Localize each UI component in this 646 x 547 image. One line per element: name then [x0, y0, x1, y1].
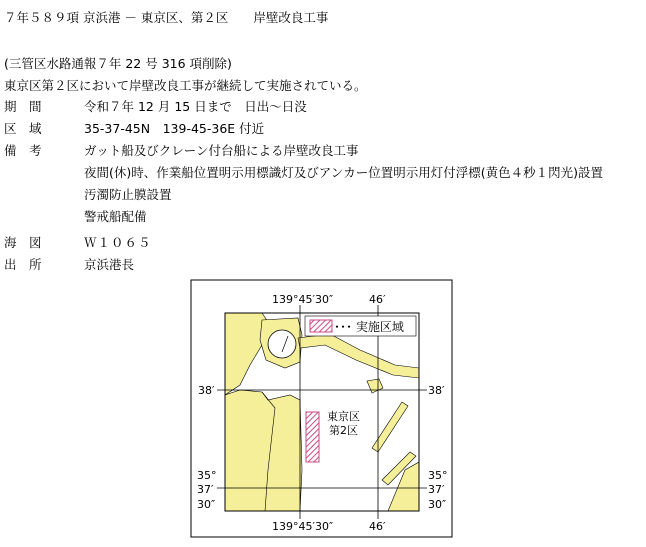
- bottom-lon-right: 46′: [369, 520, 386, 533]
- lat-lower-right-min: 37′: [428, 483, 445, 496]
- chart-value: Ｗ１０６５: [84, 235, 152, 250]
- bottom-lon-left: 139°45′30″: [272, 520, 334, 533]
- remarks-item: 警戒船配備: [84, 209, 147, 224]
- area-value: 35-37-45N 139-45-36E 付近: [84, 121, 265, 136]
- area-label-1: 東京区: [327, 410, 360, 423]
- area-label-2: 第2区: [329, 424, 358, 437]
- reference-text: (三管区水路通報７年 22 号 316 項削除): [4, 56, 232, 71]
- source-label: 出 所: [4, 257, 42, 272]
- period-label: 期 間: [4, 99, 42, 114]
- lat-left: 38′: [198, 384, 215, 397]
- lat-right: 38′: [428, 384, 445, 397]
- source-value: 京浜港長: [84, 257, 135, 272]
- legend-swatch: [310, 320, 332, 332]
- remarks-label: 備 考: [4, 143, 42, 158]
- area-label: 区 域: [4, 121, 42, 136]
- remarks-item: 汚濁防止膜設置: [84, 187, 172, 202]
- lat-lower-left-sec: 30″: [197, 498, 216, 511]
- remarks-item: 夜間(休)時、作業船位置明示用標識灯及びアンカー位置明示用灯付浮標(黄色４秒１閃光)設置: [84, 165, 604, 180]
- period-value: 令和７年 12 月 15 日まで 日出～日没: [84, 99, 307, 114]
- land-left-lower: [225, 390, 302, 511]
- lat-lower-right-sec: 30″: [428, 498, 447, 511]
- circular-structure: [268, 330, 296, 358]
- chart-label: 海 図: [4, 235, 42, 250]
- notice-title: ７年５８９項 京浜港 － 東京区、第２区 岸壁改良工事: [4, 10, 329, 25]
- intro-text: 東京区第２区において岸壁改良工事が継続して実施されている。: [4, 78, 367, 93]
- top-lon-right: 46′: [369, 293, 386, 306]
- lat-lower-right-deg: 35°: [428, 469, 448, 482]
- lat-lower-left-deg: 35°: [197, 469, 217, 482]
- work-area: [306, 412, 319, 462]
- legend-label: ･･･ 実施区域: [334, 320, 404, 334]
- remarks-item: ガット船及びクレーン付台船による岸壁改良工事: [84, 143, 359, 158]
- lat-lower-left-min: 37′: [197, 483, 214, 496]
- top-lon-left: 139°45′30″: [272, 293, 334, 306]
